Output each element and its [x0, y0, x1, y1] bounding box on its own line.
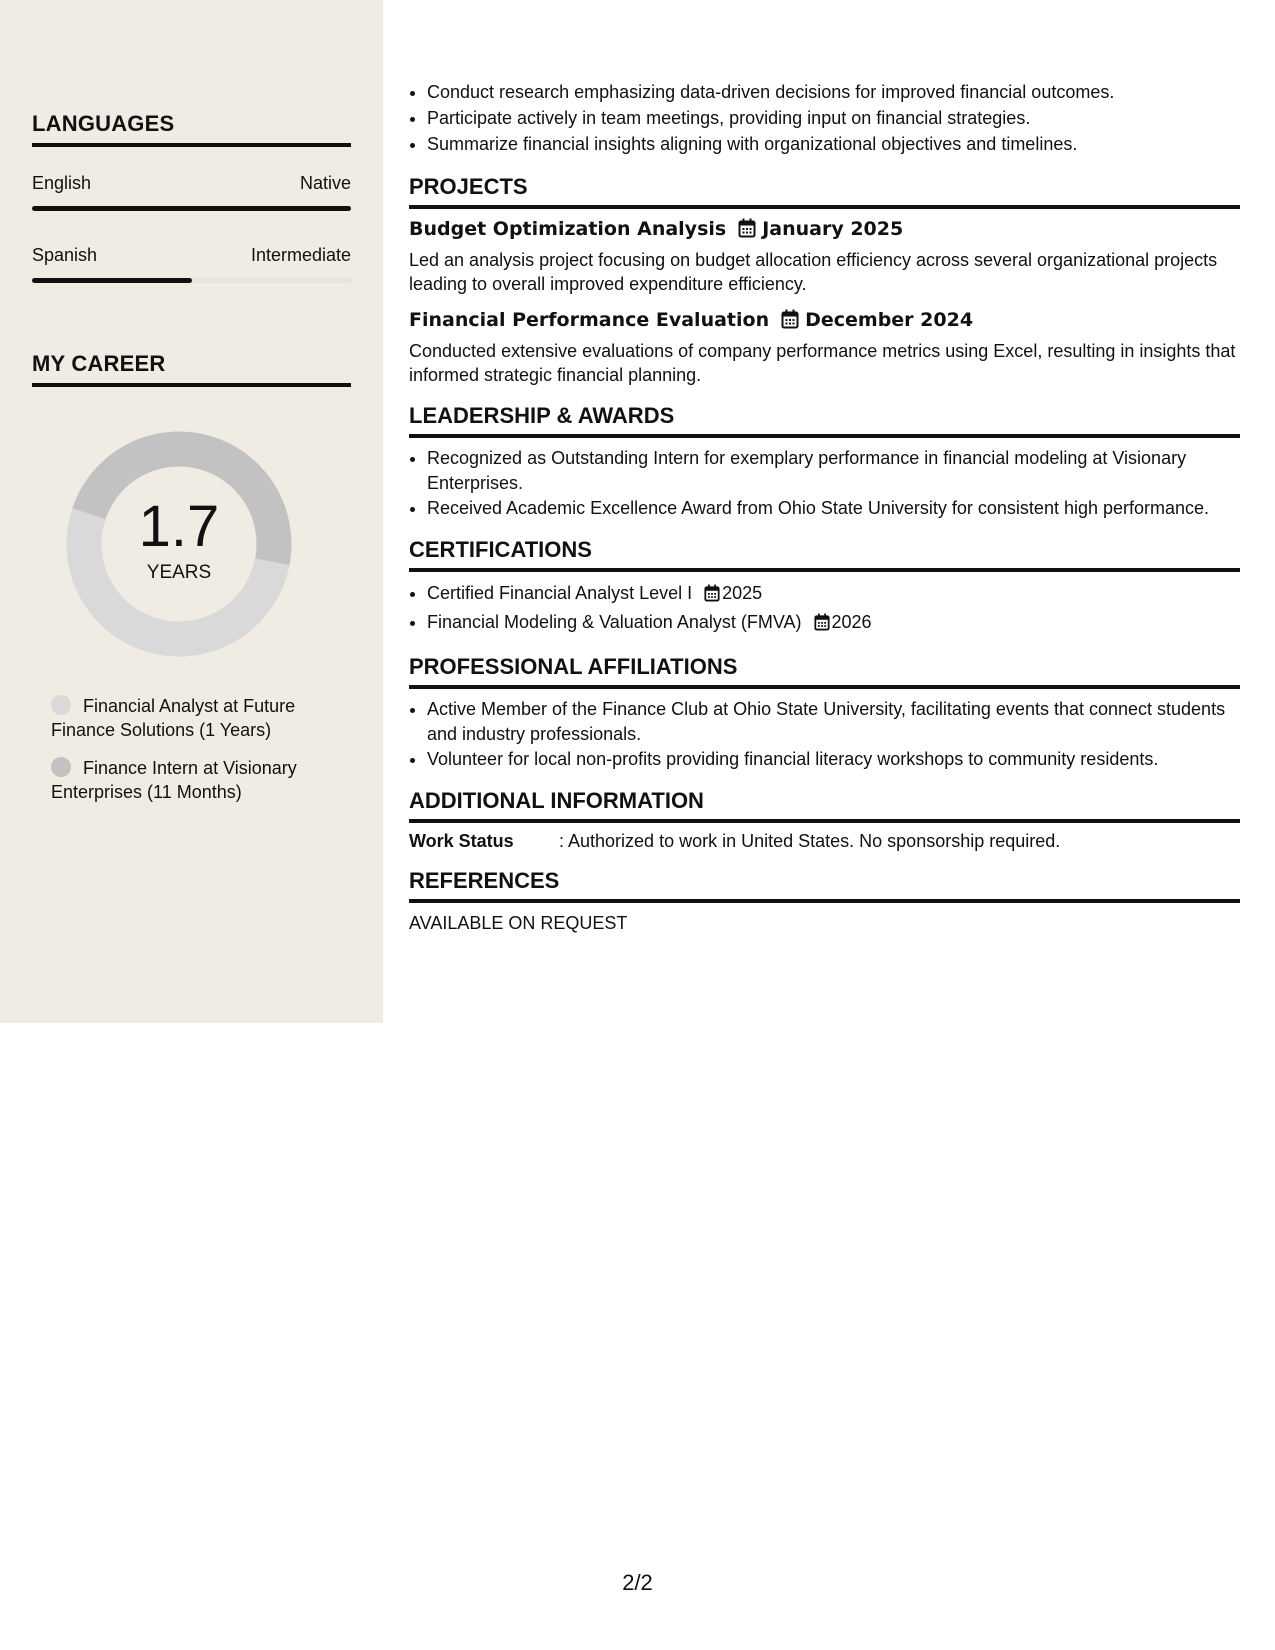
leadership-heading: LEADERSHIP & AWARDS — [409, 403, 1240, 438]
list-item — [427, 609, 1240, 638]
career-heading: MY CAREER — [32, 351, 351, 387]
list-item: • Participate actively in team meetings, providing input on financial strategies. — [427, 105, 1240, 131]
career-total-value: 1.7 — [138, 494, 220, 559]
calendar-icon — [781, 309, 799, 334]
language-level: Intermediate — [250, 245, 351, 265]
certification-name: Certified Financial Analyst Level I — [427, 583, 693, 603]
leadership-list — [409, 446, 1240, 521]
certifications-list — [409, 580, 1240, 638]
certification-date: 2026 — [831, 612, 872, 632]
sidebar — [0, 0, 383, 1023]
project-description: Led an analysis project focusing on budget allocation efficiency across several organizational projects leading to overall improved expenditure efficiency. — [409, 250, 1218, 294]
experience-bullets — [409, 79, 1240, 157]
language-proficiency-bar — [32, 206, 351, 211]
list-item: • Recognized as Outstanding Intern for exemplary performance in financial modeling at Visionary Enterprises. — [427, 446, 1240, 496]
project-title: Financial Performance Evaluation — [409, 309, 770, 331]
certification-name: Financial Modeling & Valuation Analyst (FMVA) — [427, 612, 802, 632]
legend-label: Financial Analyst at Future Finance Solutions (1 Years) — [51, 696, 296, 740]
language-proficiency-bar — [32, 278, 351, 283]
language-item — [32, 173, 351, 211]
work-status-value: : Authorized to work in United States. No sponsorship required. — [559, 831, 1061, 851]
language-item — [32, 245, 351, 283]
work-status-row — [409, 831, 1240, 852]
list-item: • Active Member of the Finance Club at Ohio State University, facilitating events that connect students and industry professionals. — [427, 697, 1240, 747]
language-proficiency-fill — [32, 206, 351, 211]
project-date: December 2024 — [805, 309, 974, 331]
project-item — [409, 218, 1240, 296]
list-item — [427, 580, 1240, 609]
calendar-icon — [814, 612, 830, 638]
affiliations-heading: PROFESSIONAL AFFILIATIONS — [409, 654, 1240, 689]
project-description: Conducted extensive evaluations of company performance metrics using Excel, resulting in insights that informed strategic financial planning. — [409, 341, 1236, 385]
calendar-icon — [738, 218, 756, 243]
calendar-icon — [704, 583, 720, 609]
certification-date: 2025 — [722, 583, 763, 603]
main-content — [409, 79, 1240, 934]
project-title: Budget Optimization Analysis — [409, 218, 727, 240]
project-date: January 2025 — [762, 218, 904, 240]
work-status-label: Work Status — [409, 831, 514, 851]
references-heading: REFERENCES — [409, 868, 1240, 903]
project-item — [409, 309, 1240, 387]
career-legend-item — [51, 694, 341, 742]
language-level: Native — [299, 173, 351, 193]
languages-heading: LANGUAGES — [32, 111, 351, 147]
language-proficiency-fill — [32, 278, 192, 283]
affiliations-list — [409, 697, 1240, 772]
career-total-unit: YEARS — [146, 562, 212, 583]
languages-section — [32, 111, 351, 283]
career-donut-chart — [66, 431, 292, 657]
list-item: • Conduct research emphasizing data-driven decisions for improved financial outcomes. — [427, 79, 1240, 105]
legend-dot-0 — [51, 695, 71, 715]
legend-dot-1 — [51, 757, 71, 777]
list-item: • Received Academic Excellence Award from Ohio State University for consistent high performance. — [427, 496, 1240, 521]
additional-heading: ADDITIONAL INFORMATION — [409, 788, 1240, 823]
career-legend-item — [51, 756, 341, 804]
page-number: 2/2 — [622, 1570, 653, 1595]
legend-label: Finance Intern at Visionary Enterprises (11 Months) — [51, 758, 297, 802]
certifications-heading: CERTIFICATIONS — [409, 537, 1240, 572]
language-name: English — [32, 173, 92, 193]
list-item: • Volunteer for local non-profits providing financial literacy workshops to community residents. — [427, 747, 1240, 772]
language-name: Spanish — [32, 245, 98, 265]
list-item: • Summarize financial insights aligning with organizational objectives and timelines. — [427, 131, 1240, 157]
references-text: AVAILABLE ON REQUEST — [409, 913, 628, 933]
projects-heading: PROJECTS — [409, 174, 1240, 209]
career-section — [32, 351, 351, 387]
